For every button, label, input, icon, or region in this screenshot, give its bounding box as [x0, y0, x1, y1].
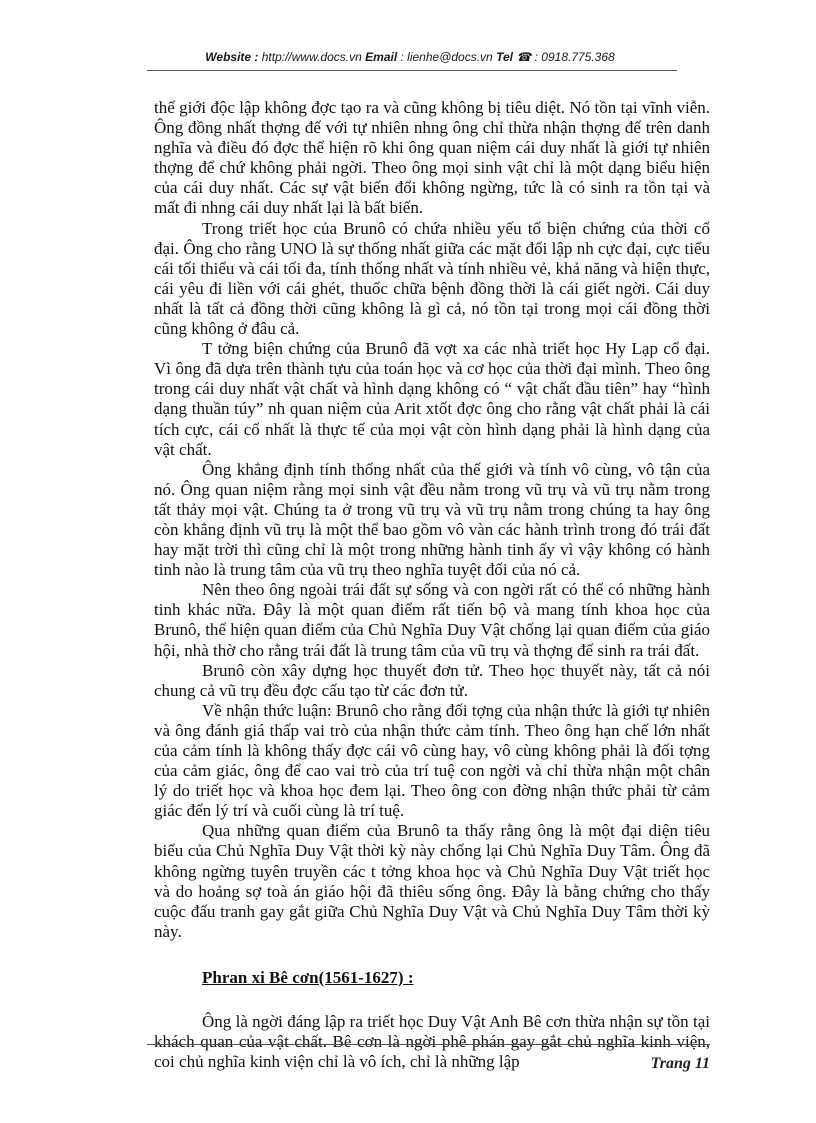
tel-value: : 0918.775.368: [534, 50, 615, 64]
phone-icon: ☎: [516, 50, 532, 64]
paragraph-8: Qua những quan điểm của Brunô ta thấy rằng ông là một đại diện tiêu biểu của Chủ Nghĩa Duy Vật thời kỳ này chống lại Chủ Nghĩa Duy Tâm. Ông đã không ngừng tuyên truyền các t tởng khoa học và Chủ Nghĩa Duy Vật triết học và do hoảng sợ toà án giáo hội đã thiêu sống ông. Đây là bằng chứng cho thấy cuộc đấu tranh gay gắt giữa Chủ Nghĩa Duy Vật và Chủ Nghĩa Duy Tâm thời kỳ này.: [154, 821, 710, 941]
document-body: [154, 98, 710, 1072]
footer-divider: [147, 1044, 710, 1045]
paragraph-6: Brunô còn xây dựng học thuyết đơn tử. Theo học thuyết này, tất cả nói chung cả vũ trụ đều đợc cấu tạo từ các đơn tử.: [154, 660, 710, 700]
paragraph-1: thế giới độc lập không đợc tạo ra và cũng không bị tiêu diệt. Nó tồn tại vĩnh viễn. Ông đồng nhất thợng đế với tự nhiên nhng ông chỉ thừa nhận thợng đế trên danh nghĩa và điều đó đợc thể hiện rõ khi ông quan niệm cái duy nhất là giới tự nhiên thợng để chứ không phải ngời. Theo ông mọi sinh vật chỉ là một dạng biểu hiện của cái duy nhất. Các sự vật biến đổi không ngừng, tức là có sinh ra tồn tại và mất đi nhng cái duy nhất lại là bất biến.: [154, 98, 710, 218]
website-label: Website :: [205, 50, 259, 64]
paragraph-4: Ông khẳng định tính thống nhất của thế giới và tính vô cùng, vô tận của nó. Ông quan niệm rằng mọi sinh vật đều nằm trong vũ trụ và vũ trụ nằm trong tất thảy mọi vật. Chúng ta ở trong vũ trụ và vũ trụ nằm trong chúng ta hay ông còn khẳng định vũ trụ là một thể bao gồm vô vàn các hành trình trong đó trái đất hay mặt trời thì cũng chỉ là một trong những hành tinh ấy vì vậy không có hành tinh nào là trung tâm của vũ trụ theo nghĩa tuyệt đối của nó cả.: [154, 459, 710, 580]
header-divider: [147, 70, 677, 71]
section-paragraph: Ông là ngời đáng lập ra triết học Duy Vật Anh Bê cơn thừa nhận sự tồn tại khách quan của vật chất. Bê cơn là ngời phê phán gay gắt chủ nghĩa kinh viện, coi chủ nghĩa kinh viện chỉ là vô ích, chỉ là những lập: [154, 1012, 710, 1072]
website-url[interactable]: http://www.docs.vn: [261, 50, 362, 64]
page-header: [140, 50, 680, 64]
paragraph-5: Nên theo ông ngoài trái đất sự sống và con ngời rất có thể có những hành tinh khác nữa. Đây là một quan điểm rất tiến bộ và mang tính khoa học của Brunô, thể hiện quan điểm của Chủ Nghĩa Duy Vật chống lại quan điểm của giáo hội, nhà thờ cho rằng trái đất là trung tâm của vũ trụ và thợng đế sinh ra trái đất.: [154, 580, 710, 660]
paragraph-2: Trong triết học của Brunô có chứa nhiều yếu tố biện chứng của thời cổ đại. Ông cho rằng UNO là sự thống nhất giữa các mặt đối lập nh cực đại, cực tiểu cái tối thiểu và cái tối đa, tính thống nhất và tính nhiều vẻ, khả năng và hiện thực, cái yêu đi liền với cái ghét, thuốc chữa bệnh đồng thời là cái giết ngời. Cái duy nhất là tất cả đồng thời cũng không là gì cả, nó tồn tại trong mọi cái đồng thời cũng không ở đâu cả.: [154, 218, 710, 339]
page-number: Trang 11: [650, 1055, 710, 1072]
email-value[interactable]: : lienhe@docs.vn: [400, 50, 493, 64]
tel-label: Tel: [496, 50, 513, 64]
email-label: Email: [365, 50, 398, 64]
section-heading: Phran xi Bê cơn(1561-1627) :: [202, 967, 414, 987]
paragraph-3: T tởng biện chứng của Brunô đã vợt xa các nhà triết học Hy Lạp cổ đại. Vì ông đã dựa trên thành tựu của toán học và cơ học của thời đại mình. Theo ông trong cái duy nhất vật chất và hình dạng không có “ vật chất đầu tiên” hay “hình dạng thuần túy” nh quan niệm của Arit xtốt đợc ông cho rằng vật chất phải là cái tích cực, cái cổ nhất là thực tế của mọi vật còn hình dạng phải là hình dạng của vật chất.: [154, 339, 710, 459]
paragraph-7: Về nhận thức luận: Brunô cho rằng đối tợng của nhận thức là giới tự nhiên và ông đánh giá thấp vai trò của nhận thức cảm tính. Theo ông hạn chế lớn nhất của cảm tính là không thấy đợc cái vô cùng hay, vô cùng không phải là đối tợng của cảm giác, ông để cao vai trò của trí tuệ con ngời và chỉ thừa nhận một chân lý do triết học và khoa học đem lại. Theo ông con đờng nhận thức phải từ cảm giác đến lý trí và cuối cùng là trí tuệ.: [154, 700, 710, 821]
